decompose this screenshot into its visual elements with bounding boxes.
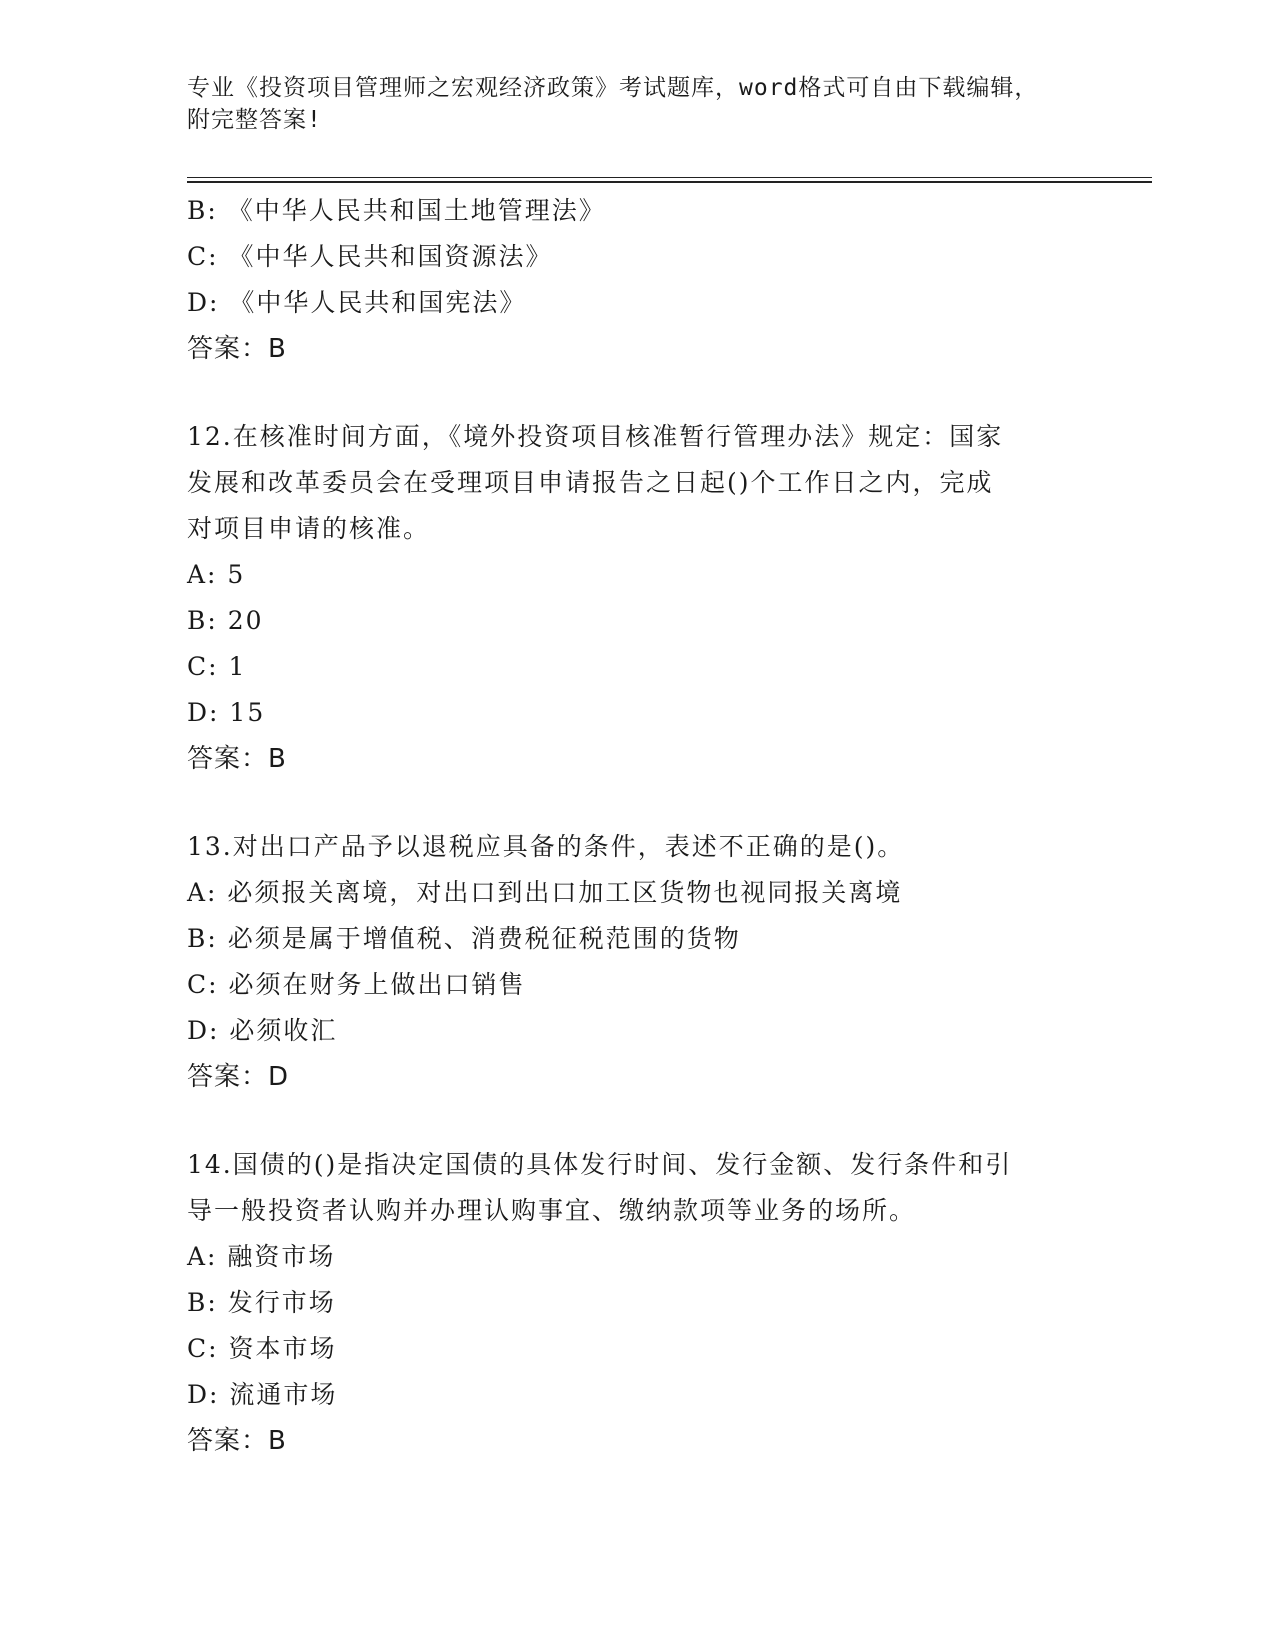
option-a: A: 融资市场 <box>187 1242 336 1271</box>
question-stem-line: 14.国债的()是指决定国债的具体发行时间、发行金额、发行条件和引 <box>187 1150 1013 1179</box>
option-a: A: 必须报关离境，对出口到出口加工区货物也视同报关离境 <box>187 878 903 907</box>
option-d: D: 15 <box>187 698 266 727</box>
option-b: B: 20 <box>187 606 264 635</box>
answer: 答案：B <box>187 1426 287 1456</box>
question-stem-line: 12.在核准时间方面，《境外投资项目核准暂行管理办法》规定：国家 <box>187 422 1004 451</box>
question-list <box>187 188 1087 1464</box>
header-divider-thin <box>187 177 1152 178</box>
question-stem-line: 发展和改革委员会在受理项目申请报告之日起()个工作日之内，完成 <box>187 468 994 497</box>
header-line-2: 附完整答案! <box>187 107 322 133</box>
question-14 <box>187 1142 1087 1464</box>
question-11 <box>187 188 1087 372</box>
answer: 答案：D <box>187 1062 290 1092</box>
answer: 答案：B <box>187 744 287 774</box>
option-a: A: 5 <box>187 560 246 589</box>
option-c: C: 1 <box>187 652 247 681</box>
question-stem-line: 13.对出口产品予以退税应具备的条件，表述不正确的是()。 <box>187 832 905 861</box>
question-stem-line: 导一般投资者认购并办理认购事宜、缴纳款项等业务的场所。 <box>187 1196 917 1225</box>
option-c: C: 必须在财务上做出口销售 <box>187 970 526 999</box>
option-b: B: 必须是属于增值税、消费税征税范围的货物 <box>187 924 741 953</box>
option-b: B: 《中华人民共和国土地管理法》 <box>187 196 606 225</box>
document-header <box>187 72 1087 136</box>
option-d: D: 《中华人民共和国宪法》 <box>187 288 527 317</box>
header-divider-thick <box>187 181 1152 183</box>
option-d: D: 流通市场 <box>187 1380 338 1409</box>
question-stem-line: 对项目申请的核准。 <box>187 514 431 543</box>
answer: 答案：B <box>187 334 287 364</box>
option-b: B: 发行市场 <box>187 1288 336 1317</box>
question-12 <box>187 414 1087 782</box>
option-c: C: 资本市场 <box>187 1334 337 1363</box>
question-13 <box>187 824 1087 1100</box>
header-line-1: 专业《投资项目管理师之宏观经济政策》考试题库，word格式可自由下载编辑， <box>187 75 1039 101</box>
option-c: C: 《中华人民共和国资源法》 <box>187 242 553 271</box>
option-d: D: 必须收汇 <box>187 1016 338 1045</box>
